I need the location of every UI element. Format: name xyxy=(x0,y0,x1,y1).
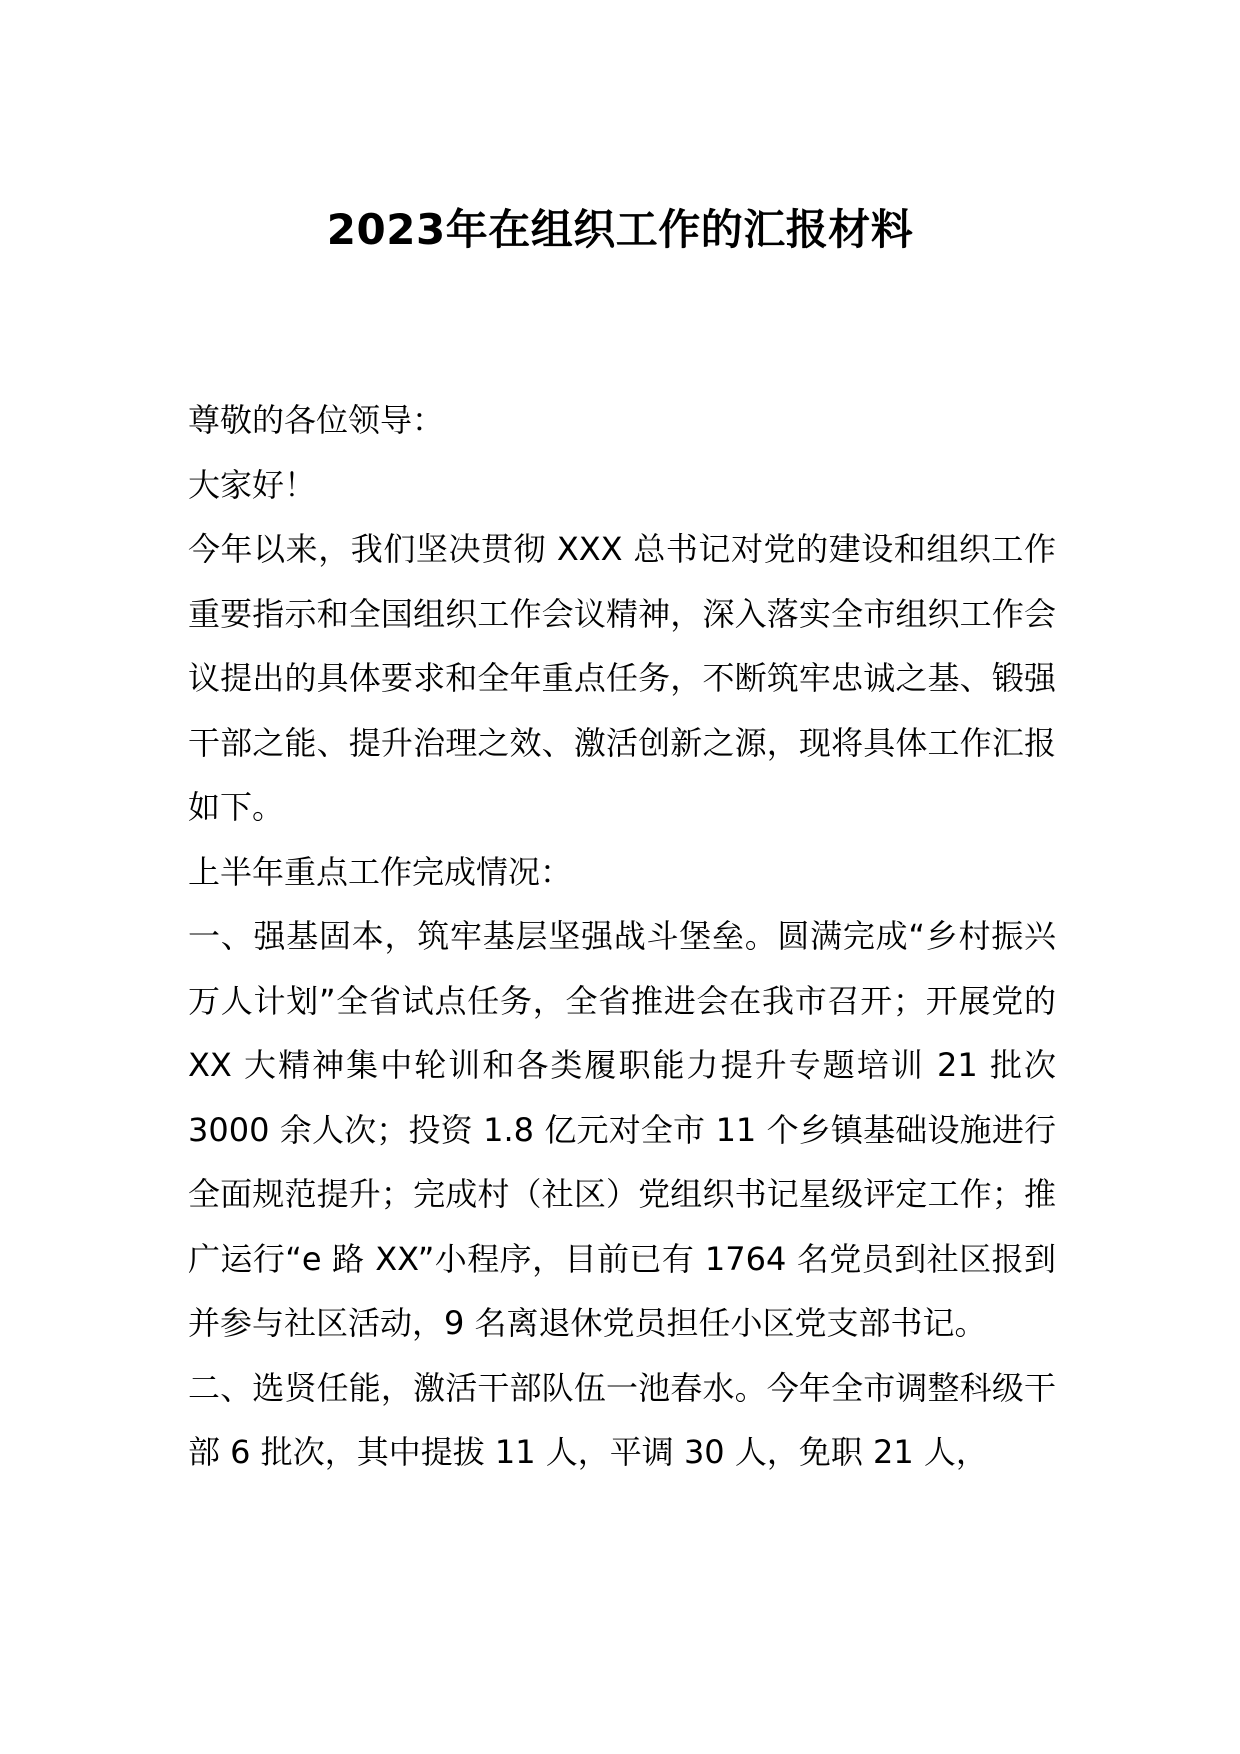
paragraph-section-heading: 上半年重点工作完成情况： xyxy=(188,852,573,891)
salutation: 尊敬的各位领导： xyxy=(188,401,445,439)
paragraph-item-two: 二、选贤任能，激活干部队伍一池春水。今年全市调整科级干部 6 批次，其中提拔 11 人，平调 30 人，免职 21 人， xyxy=(188,1368,1056,1471)
paragraph-item-one: 一、强基固本，筑牢基层坚强战斗堡垒。圆满完成“乡村振兴万人计划”全省试点任务，全省推进会在我市召开；开展党的 XX 大精神集中轮训和各类履职能力提升专题培训 21 批次 3000 余人次；投资 1.8 亿元对全市 11 个乡镇基础设施进行全面规范提升；完成村（社区）党组织书记星级评定工作；推广运行“e 路 XX”小程序，目前已有 1764 名党员到社区报到并参与社区活动，9 名离退休党员担任小区党支部书记。 xyxy=(188,917,1056,1342)
paragraph-intro: 今年以来，我们坚决贯彻 XXX 总书记对党的建设和组织工作重要指示和全国组织工作会议精神，深入落实全市组织工作会议提出的具体要求和全年重点任务，不断筑牢忠诚之基、锻强干部之能、提升治理之效、激活创新之源，现将具体工作汇报如下。 xyxy=(188,530,1056,826)
document-title: 2023年在组织工作的汇报材料 xyxy=(326,205,914,254)
greeting: 大家好！ xyxy=(188,465,317,504)
document-body xyxy=(188,388,1056,1485)
